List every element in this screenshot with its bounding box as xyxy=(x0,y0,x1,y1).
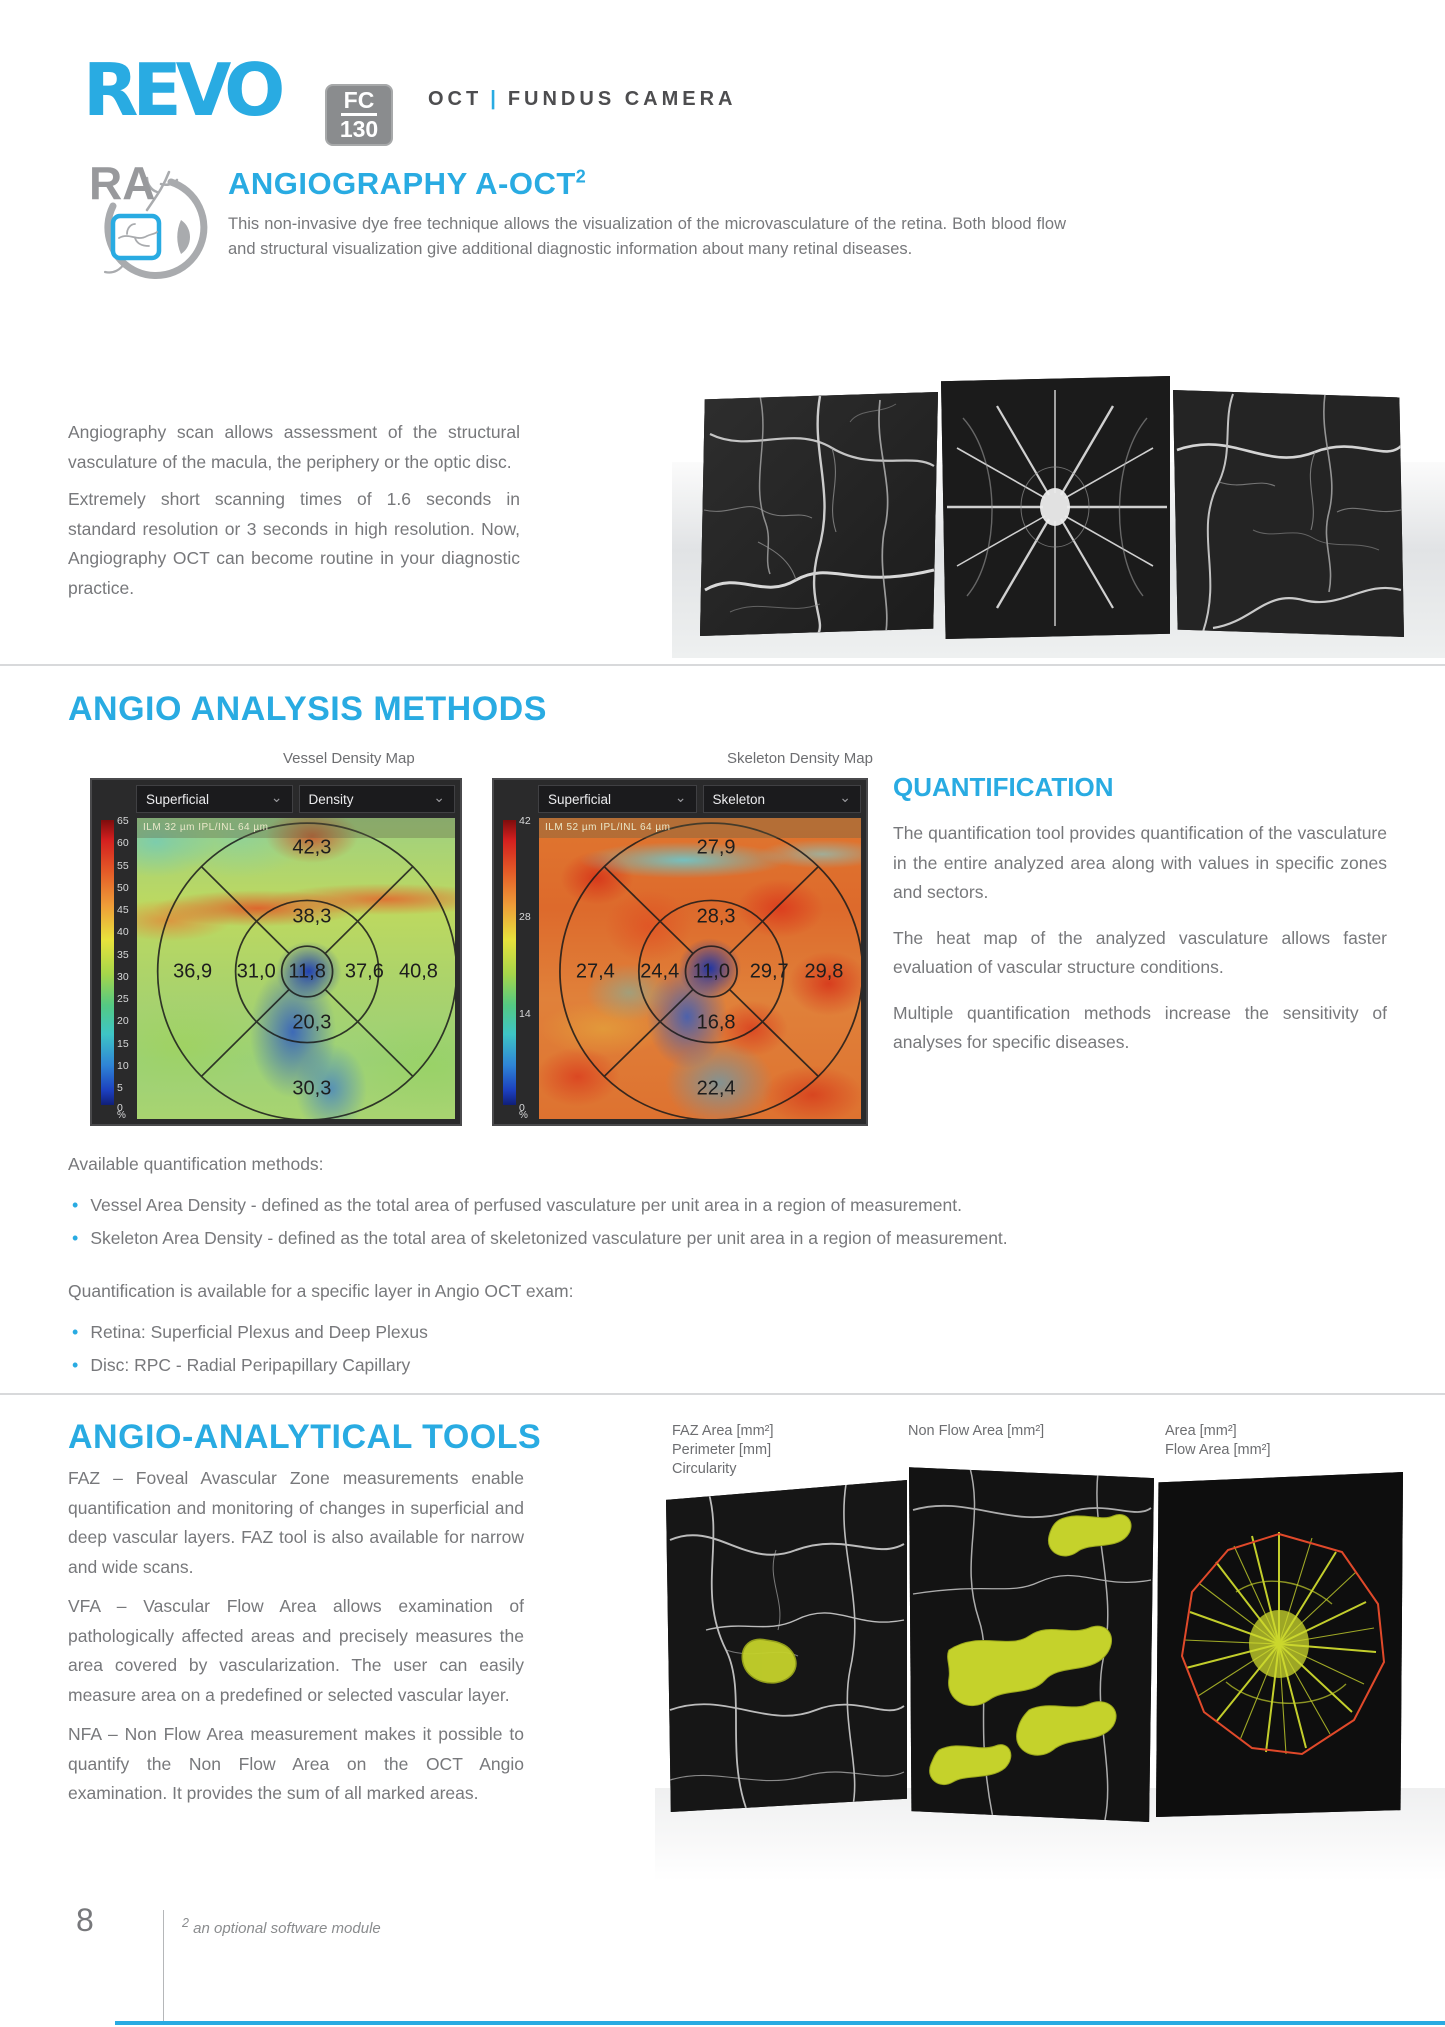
layers-intro: Quantification is available for a specific layer in Angio OCT exam: xyxy=(68,1281,574,1301)
intro-paragraph-1: Angiography scan allows assessment of the structural vasculature of the macula, the periphery or the optic disc. xyxy=(68,422,520,472)
label-line: Circularity xyxy=(672,1461,737,1477)
color-scale xyxy=(499,815,539,1121)
tools-column xyxy=(68,1464,524,1809)
retina-scan-image-3 xyxy=(1173,390,1404,637)
mode-dropdown-value: Density xyxy=(308,791,354,807)
sector-value: 42,3 xyxy=(292,836,332,859)
sector-value: 27,9 xyxy=(696,836,736,859)
product-rest: FUNDUS CAMERA xyxy=(507,88,737,110)
faz-image-label xyxy=(672,1422,774,1479)
vessel-density-map-caption: Vessel Density Map xyxy=(283,750,415,767)
bullet-icon: • xyxy=(72,1322,79,1342)
scale-tick: 14 xyxy=(519,1007,531,1020)
page-title xyxy=(228,166,586,202)
footnote xyxy=(182,1916,381,1937)
scale-unit: % xyxy=(519,1110,528,1121)
sector-value: 16,8 xyxy=(696,1011,736,1034)
segmentation-boundaries-note: ILM 32 µm IPL/INL 64 µm xyxy=(137,818,455,838)
badge-fc: FC xyxy=(341,88,378,116)
sector-value: 22,4 xyxy=(696,1077,736,1100)
intro-column xyxy=(68,418,520,603)
chevron-down-icon: ⌄ xyxy=(433,789,445,805)
vfa-paragraph: VFA – Vascular Flow Area allows examination of pathologically affected areas and precisely measures the area covered by vascularization. The user can easily measure area on a predefined or selected vascular layer. xyxy=(68,1596,524,1705)
layer-disc: Disc: RPC - Radial Peripapillary Capillary xyxy=(90,1355,411,1375)
scale-tick: 30 xyxy=(117,970,129,983)
scale-tick: 50 xyxy=(117,881,129,894)
scale-tick: 5 xyxy=(117,1082,123,1095)
footnote-text: an optional software module xyxy=(188,1920,381,1937)
section-divider-1 xyxy=(0,664,1445,666)
methods-intro: Available quantification methods: xyxy=(68,1154,324,1174)
scale-tick: 10 xyxy=(117,1060,129,1073)
lead-paragraph: This non-invasive dye free technique allows the visualization of the microvasculature of the retina. Both blood flow and structural visualization give additional diagnostic information about many retinal diseases. xyxy=(228,215,1066,258)
scale-unit: % xyxy=(117,1110,126,1121)
product-oct: OCT xyxy=(428,88,483,110)
sector-value: 20,3 xyxy=(292,1011,332,1034)
nfa-paragraph: NFA – Non Flow Area measurement makes it possible to quantify the Non Flow Area on the OCT Angio examination. It provides the sum of all marked areas. xyxy=(68,1724,524,1803)
scale-tick: 60 xyxy=(117,837,129,850)
scale-tick: 42 xyxy=(519,815,531,827)
label-line: Area [mm²] xyxy=(1165,1423,1237,1439)
list-item xyxy=(68,1224,1400,1253)
chevron-down-icon: ⌄ xyxy=(674,789,687,805)
quantification-block xyxy=(893,772,1387,1074)
faz-paragraph: FAZ – Foveal Avascular Zone measurements enable quantification and monitoring of changes in superficial and deep vascular layers. FAZ tool is also available for narrow and wide scans. xyxy=(68,1468,524,1577)
revo-logo: REVO xyxy=(83,48,280,132)
scale-tick: 55 xyxy=(117,859,129,872)
nfa-image-label xyxy=(908,1422,1044,1441)
layer-retina: Retina: Superficial Plexus and Deep Plexus xyxy=(90,1322,428,1342)
scale-tick: 35 xyxy=(117,948,129,961)
layer-dropdown-value: Superficial xyxy=(146,791,210,807)
tools-section-heading: ANGIO-ANALYTICAL TOOLS xyxy=(68,1418,542,1456)
title-text: ANGIOGRAPHY A-OCT xyxy=(228,166,576,201)
sector-value: 30,3 xyxy=(292,1077,332,1100)
product-line xyxy=(428,88,737,111)
quantification-paragraph-1: The quantification tool provides quantification of the vasculature in the entire analyzed area along with values in specific zones and sectors. xyxy=(893,823,1387,902)
method-vessel-area-density: Vessel Area Density - defined as the total area of perfused vasculature per unit area in a region of measurement. xyxy=(90,1195,962,1215)
scale-tick: 20 xyxy=(117,1015,129,1028)
quantification-heading: QUANTIFICATION xyxy=(893,772,1114,802)
chevron-down-icon: ⌄ xyxy=(270,789,283,805)
mode-dropdown[interactable] xyxy=(703,785,862,813)
bullet-icon: • xyxy=(72,1195,79,1215)
segmentation-boundaries-note: ILM 52 µm IPL/INL 64 µm xyxy=(539,818,861,838)
ra-icon-label: RA xyxy=(89,157,156,209)
page-number: 8 xyxy=(76,1902,94,1938)
sector-value: 11,0 xyxy=(692,960,730,982)
scale-tick: 28 xyxy=(519,911,531,924)
sector-value: 29,7 xyxy=(749,960,789,982)
label-line: Flow Area [mm²] xyxy=(1165,1442,1271,1458)
scale-tick: 15 xyxy=(117,1037,129,1050)
method-skeleton-area-density: Skeleton Area Density - defined as the total area of skeletonized vasculature per unit area in a region of measurement. xyxy=(90,1228,1008,1248)
scale-tick: 40 xyxy=(117,926,129,939)
bullet-icon: • xyxy=(72,1355,79,1375)
sector-value: 11,8 xyxy=(288,960,326,982)
chevron-down-icon: ⌄ xyxy=(839,789,851,805)
mode-dropdown-value: Skeleton xyxy=(712,791,766,807)
faz-measurement-image xyxy=(666,1480,907,1812)
list-item xyxy=(68,1351,1400,1380)
quantification-paragraph-3: Multiple quantification methods increase the sensitivity of analyses for specific diseases. xyxy=(893,1002,1387,1052)
fc130-badge xyxy=(325,84,393,146)
bullet-icon: • xyxy=(72,1228,79,1248)
scale-tick: 65 xyxy=(117,815,129,827)
sector-value: 38,3 xyxy=(292,905,332,928)
skeleton-density-heatmap xyxy=(539,818,861,1119)
quantification-paragraph-2: The heat map of the analyzed vasculature allows faster evaluation of vascular structure conditions. xyxy=(893,927,1387,977)
color-scale-bar xyxy=(101,820,114,1105)
label-line: Perimeter [mm] xyxy=(672,1442,772,1458)
list-item xyxy=(68,1191,1400,1220)
scale-tick: 45 xyxy=(117,904,129,917)
color-scale-bar xyxy=(503,820,516,1105)
footnote-superscript: 2 xyxy=(182,1916,189,1930)
title-superscript: 2 xyxy=(575,166,587,187)
layer-dropdown[interactable] xyxy=(538,785,697,813)
sector-value: 29,8 xyxy=(804,960,844,982)
retina-scan-image-2-optic-disc xyxy=(941,376,1170,639)
scale-tick: 25 xyxy=(117,993,129,1006)
retina-scan-image-1 xyxy=(700,392,938,636)
skeleton-density-map xyxy=(492,778,868,1126)
sector-value: 24,4 xyxy=(640,960,680,982)
label-line: Non Flow Area [mm²] xyxy=(908,1423,1045,1439)
scale-tick: 0 xyxy=(519,1101,525,1114)
layer-dropdown-value: Superficial xyxy=(548,791,612,807)
bottom-accent-line xyxy=(115,2021,1445,2025)
product-separator: | xyxy=(490,88,500,110)
quantification-methods-block xyxy=(68,1150,1400,1404)
vfa-measurement-image xyxy=(1156,1472,1403,1817)
analysis-section-heading: ANGIO ANALYSIS METHODS xyxy=(68,690,547,728)
skeleton-density-map-caption: Skeleton Density Map xyxy=(727,750,873,767)
badge-130: 130 xyxy=(339,115,379,142)
vessel-density-map xyxy=(90,778,462,1126)
sector-value: 40,8 xyxy=(398,960,438,982)
vessel-density-heatmap xyxy=(137,818,455,1119)
list-item xyxy=(68,1318,1400,1347)
retina-angiography-icon xyxy=(83,158,211,294)
color-scale xyxy=(97,815,137,1121)
nfa-measurement-image xyxy=(909,1460,1154,1822)
sector-value: 37,6 xyxy=(344,960,384,982)
sector-value: 28,3 xyxy=(696,905,736,928)
sector-value: 36,9 xyxy=(173,960,213,982)
footer-divider xyxy=(163,1910,164,2024)
label-line: FAZ Area [mm²] xyxy=(672,1423,774,1439)
section-divider-2 xyxy=(0,1393,1445,1395)
intro-paragraph-2: Extremely short scanning times of 1.6 seconds in standard resolution or 3 seconds in high resolution. Now, Angiography OCT can become routine in your diagnostic practice. xyxy=(68,489,520,598)
mode-dropdown[interactable] xyxy=(299,785,456,813)
layer-dropdown[interactable] xyxy=(136,785,293,813)
scale-tick: 0 xyxy=(117,1101,123,1114)
vfa-image-label xyxy=(1165,1422,1271,1460)
sector-value: 27,4 xyxy=(575,960,615,982)
sector-value: 31,0 xyxy=(236,960,276,982)
